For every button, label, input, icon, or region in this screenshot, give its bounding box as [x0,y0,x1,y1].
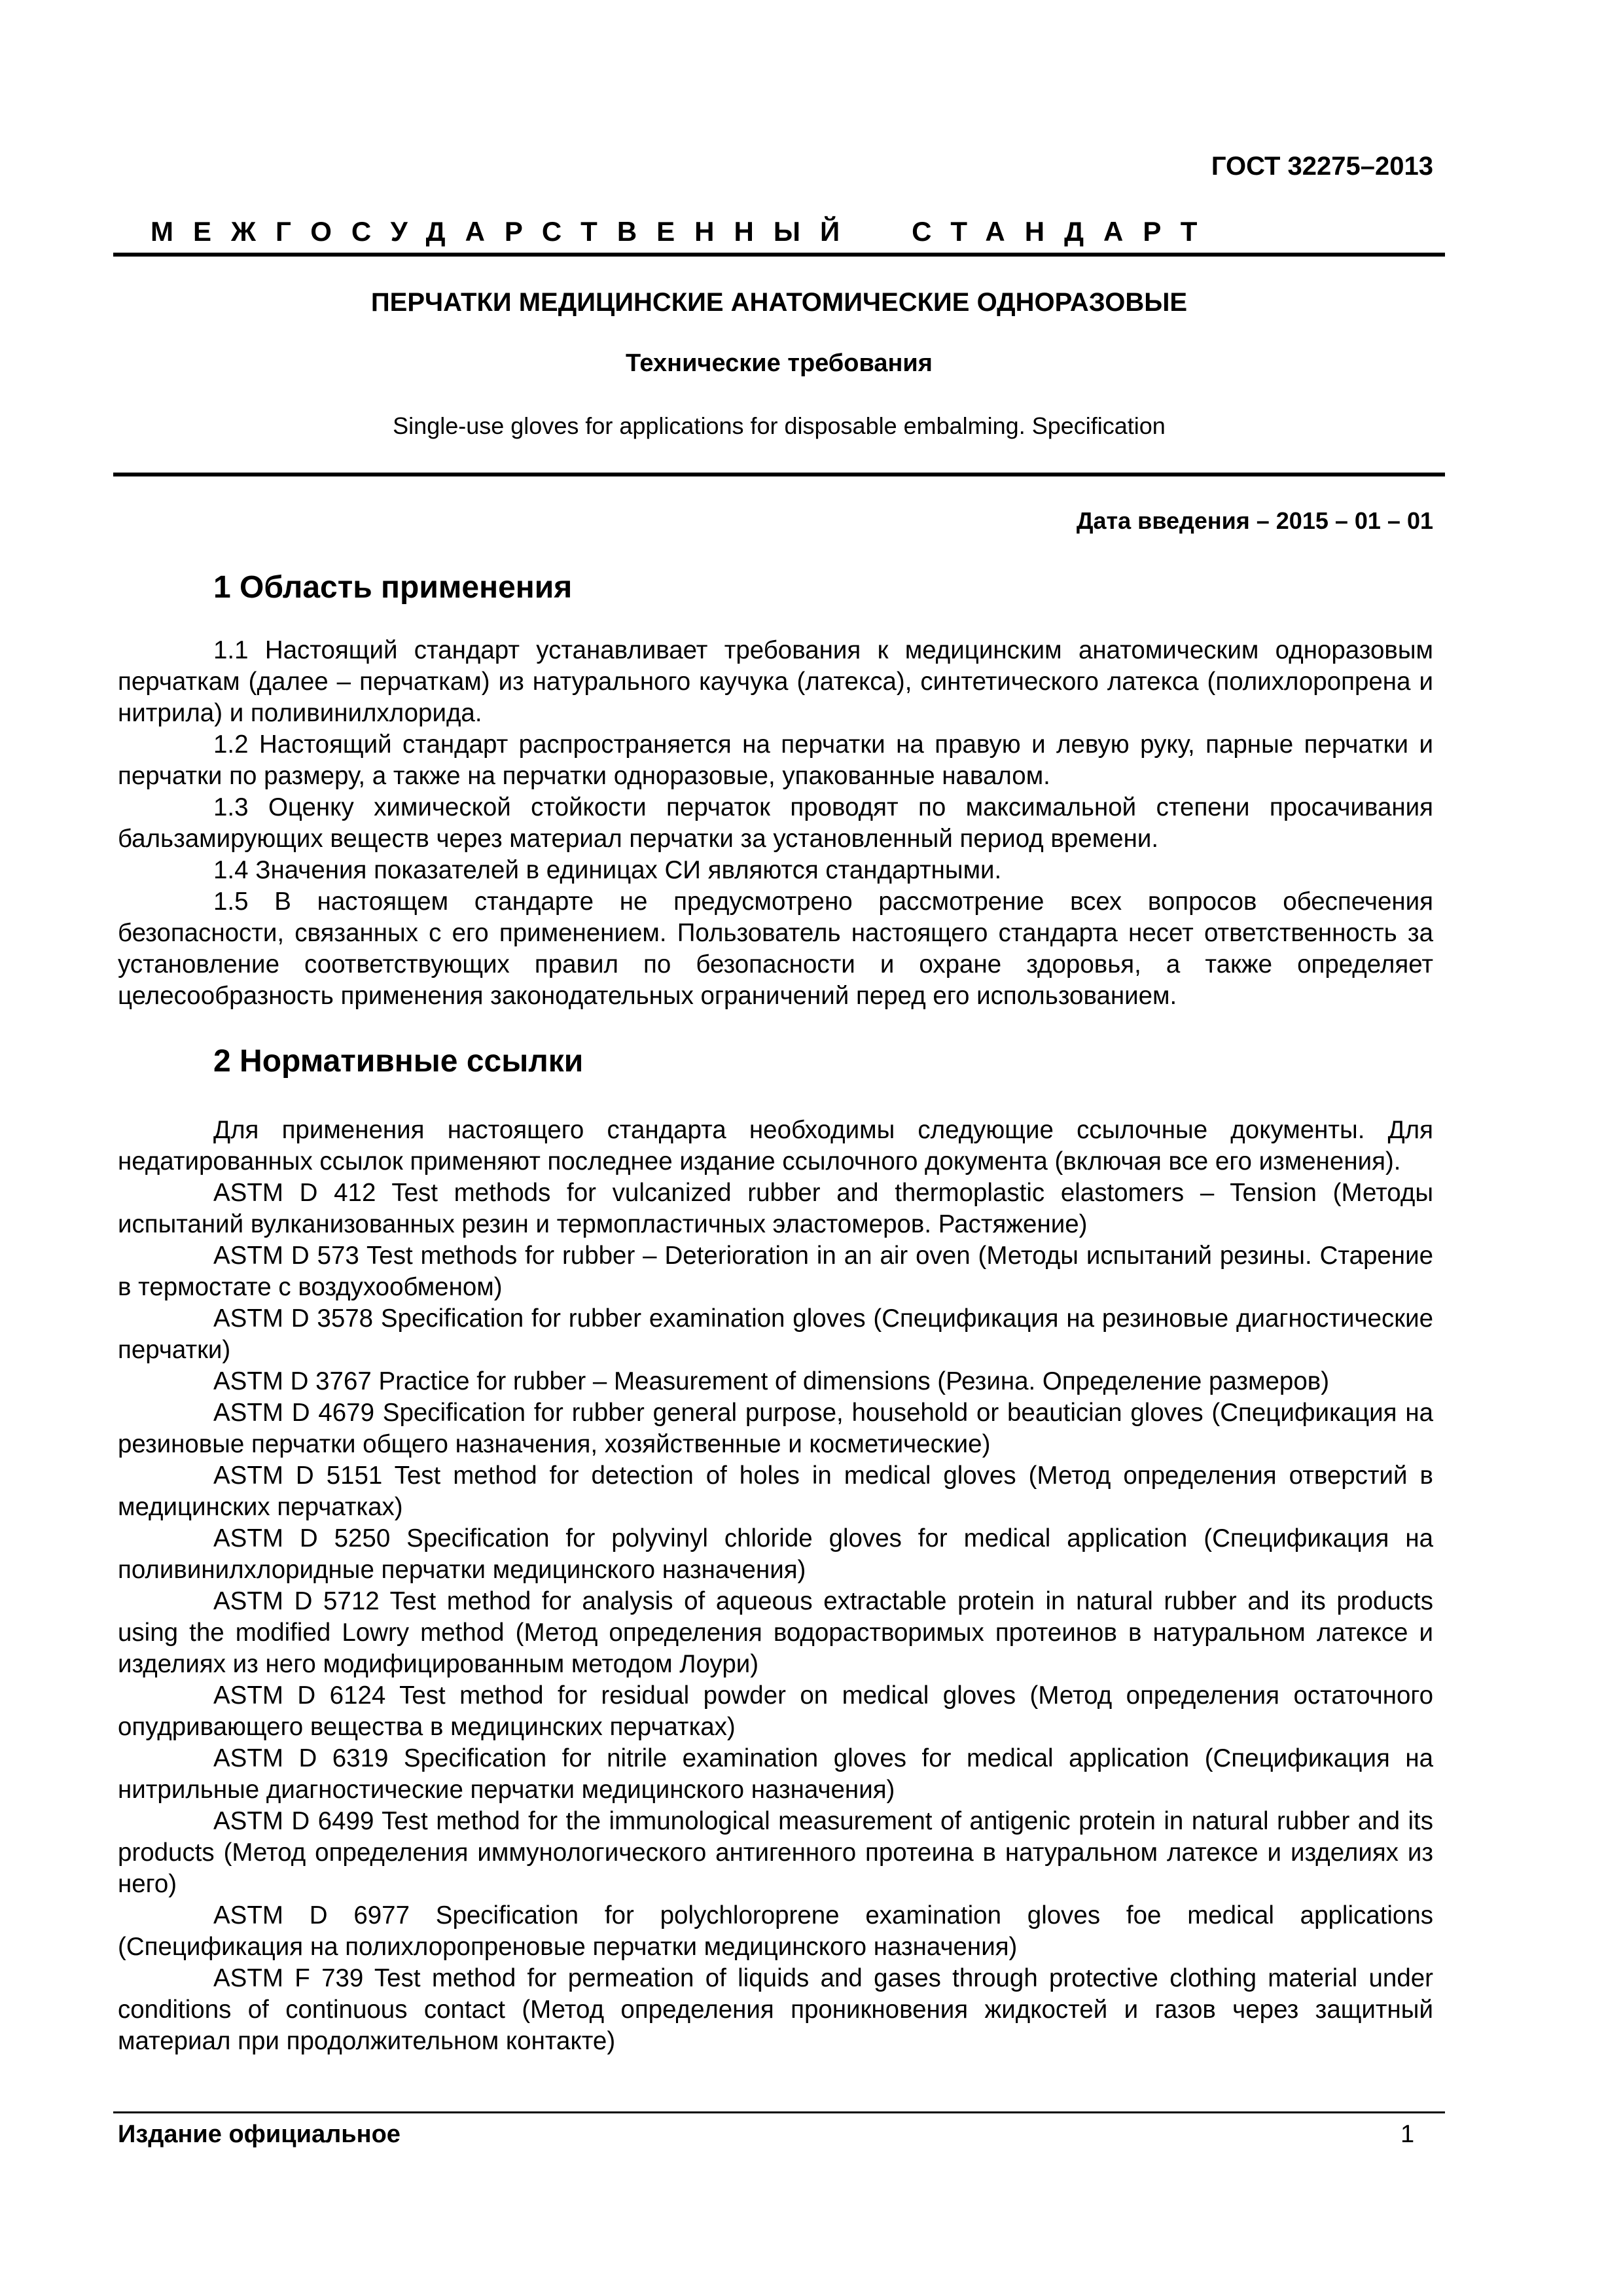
reference-item: ASTM D 3578 Specification for rubber examination gloves (Спецификация на резиновые диагностические перчатки) [118,1304,1433,1364]
section-2-heading: 2 Нормативные ссылки [213,1044,584,1079]
reference-item: ASTM D 6499 Test method for the immunological measurement of antigenic protein in natural rubber and its products (Метод определения иммунологического антигенного протеина в натуральном латексе и изделиях из него) [118,1807,1433,1898]
paragraph: 1.2 Настоящий стандарт распространяется на перчатки на правую и левую руку, парные перчатки и перчатки по размеру, а также на перчатки одноразовые, упакованные навалом. [118,730,1433,790]
page-number: 1 [1400,2121,1415,2148]
footer-rule [113,2111,1445,2113]
reference-item: ASTM D 6124 Test method for residual powder on medical gloves (Метод определения остаточного опудривающего вещества в медицинских перчатках) [118,1681,1433,1741]
reference-item: ASTM D 3767 Practice for rubber – Measurement of dimensions (Резина. Определение размеров) [213,1367,1330,1395]
interstate-standard-banner [151,216,1217,247]
interstate-word: МЕЖГОСУДАРСТВЕННЫЙ [151,216,860,247]
english-title: Single-use gloves for applications for disposable embalming. Specification [393,412,1166,439]
introduction-date: Дата введения – 2015 – 01 – 01 [1076,507,1433,534]
reference-item: ASTM D 4679 Specification for rubber general purpose, household or beautician gloves (Спецификация на резиновые перчатки общего назначения, хозяйственные и косметические) [118,1399,1433,1458]
standard-word: СТАНДАРТ [912,216,1217,247]
section-1-body [118,635,1433,1012]
reference-item: ASTM D 573 Test methods for rubber – Deterioration in an air oven (Методы испытаний резины. Старение в термостате с воздухообменом) [118,1242,1433,1301]
document-title: ПЕРЧАТКИ МЕДИЦИНСКИЕ АНАТОМИЧЕСКИЕ ОДНОРАЗОВЫЕ [370,288,1188,317]
official-edition-label: Издание официальное [118,2121,401,2148]
title-rule [113,473,1445,476]
paragraph: 1.3 Оценку химической стойкости перчаток проводят по максимальной степени просачивания бальзамирующих веществ через материал перчатки за установленный период времени. [118,793,1433,853]
section-1-heading: 1 Область применения [213,570,573,605]
reference-item: ASTM D 412 Test methods for vulcanized rubber and thermoplastic elastomers – Tension (Методы испытаний вулканизованных резин и термопластичных эластомеров. Растяжение) [118,1179,1433,1238]
section-2-body [118,1115,1433,2057]
paragraph: 1.1 Настоящий стандарт устанавливает требования к медицинским анатомическим одноразовым перчаткам (далее – перчаткам) из натурального каучука (латекса), синтетического латекса (полихлоропрена и нитрила) и поливинилхлорида. [118,636,1433,727]
reference-item: ASTM F 739 Test method for permeation of liquids and gases through protective clothing material under conditions of continuous contact (Метод определения проникновения жидкостей и газов через защитный материал при продолжительном контакте) [118,1964,1433,2055]
paragraph: 1.5 В настоящем стандарте не предусмотрено рассмотрение всех вопросов обеспечения безопасности, связанных с его применением. Пользователь настоящего стандарта несет ответственность за установление соответствующих правил по безопасности и охране здоровья, а также определяет целесообразность применения законодательных ограничений перед его использованием. [118,888,1433,1010]
reference-item: ASTM D 5712 Test method for analysis of aqueous extractable protein in natural rubber and its products using the modified Lowry method (Метод определения водорастворимых протеинов в натуральном латексе и изделиях из него модифицированным методом Лоури) [118,1587,1433,1678]
paragraph: 1.4 Значения показателей в единицах СИ являются стандартными. [213,856,1002,884]
document-subtitle: Технические требования [626,350,933,377]
reference-item: ASTM D 6319 Specification for nitrile examination gloves for medical application (Спецификация на нитрильные диагностические перчатки медицинского назначения) [118,1744,1433,1804]
document-number: ГОСТ 32275–2013 [1211,152,1433,181]
reference-item: ASTM D 6977 Specification for polychloroprene examination gloves foe medical applications (Спецификация на полихлоропреновые перчатки медицинского назначения) [118,1901,1433,1961]
reference-item: ASTM D 5250 Specification for polyvinyl chloride gloves for medical application (Спецификация на поливинилхлоридные перчатки медицинского назначения) [118,1524,1433,1584]
header-rule [113,253,1445,257]
reference-item: ASTM D 5151 Test method for detection of holes in medical gloves (Метод определения отверстий в медицинских перчатках) [118,1462,1433,1521]
paragraph: Для применения настоящего стандарта необходимы следующие ссылочные документы. Для недатированных ссылок применяют последнее издание ссылочного документа (включая все его изменения). [118,1116,1433,1175]
